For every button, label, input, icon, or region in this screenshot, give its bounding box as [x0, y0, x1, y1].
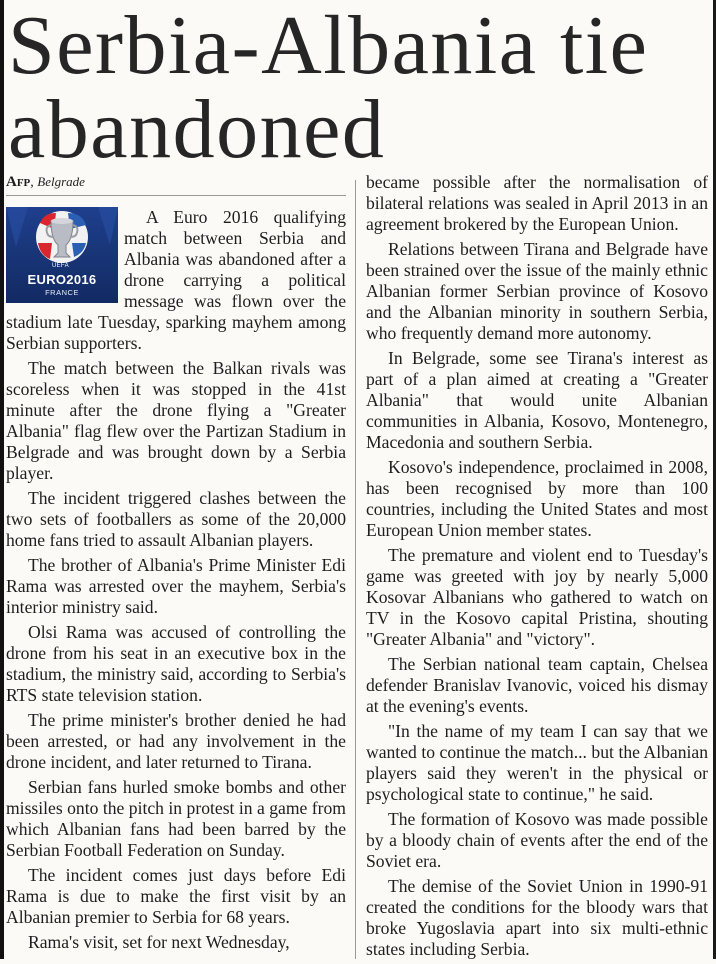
- logo-small-text: UEFA: [52, 263, 69, 269]
- body-paragraph: Olsi Rama was accused of controlling the drone from his seat in an executive box in the stadium, the ministry said, according to Serbia's RTS state television station.: [6, 622, 346, 705]
- body-paragraph: The match between the Balkan rivals was scoreless when it was stopped in the 41st minute after the drone flying a "Greater Albania" flag flew over the Partizan Stadium in Belgrade and was brought down by a Serbia player.: [6, 358, 346, 483]
- body-paragraph: The prime minister's brother denied he had been arrested, or had any involvement in the drone incident, and later returned to Tirana.: [6, 710, 346, 772]
- headline: Serbia-Albania tie abandoned: [8, 0, 649, 176]
- body-paragraph: Serbian fans hurled smoke bombs and other missiles onto the pitch in protest in a game from which Albanian fans had been barred by the Serbian Football Federation on Sunday.: [6, 777, 346, 860]
- body-paragraph: Relations between Tirana and Belgrade have been strained over the issue of the mainly ethnic Albanian former Serbian province of Kosovo and the Albanian minority in southern Serbia, who frequently demand more autonomy.: [366, 239, 708, 343]
- body-paragraph: The incident triggered clashes between the two sets of footballers as some of the 20,000 home fans tried to assault Albanian players.: [6, 488, 346, 550]
- byline: Afp, Belgrade: [6, 172, 346, 196]
- page-edge-left: [0, 0, 4, 959]
- body-paragraph: The formation of Kosovo was made possible by a bloody chain of events after the end of the Soviet era.: [366, 809, 708, 871]
- right-column: [366, 172, 708, 964]
- euro-2016-logo: [6, 207, 118, 303]
- body-paragraph: The incident comes just days before Edi Rama is due to make the first visit by an Albanian premier to Serbia for 68 years.: [6, 865, 346, 927]
- body-paragraph: Rama's visit, set for next Wednesday,: [28, 932, 290, 952]
- column-divider: [355, 180, 356, 959]
- body-paragraph: "In the name of my team I can say that we wanted to continue the match... but the Albanian players said they weren't in the physical or psychological state to continue," he said.: [366, 721, 708, 804]
- logo-title: EURO2016: [27, 272, 97, 287]
- body-paragraph: A Euro 2016 qualifying match between Serbia and Albania was abandoned after a drone carrying a political message was flown over the stadium late Tuesday, sparking mayhem among Serbian supporters.: [6, 207, 346, 353]
- left-column: [6, 172, 346, 957]
- body-paragraph-continued: became possible after the normalisation of bilateral relations was sealed in April 2013 in an agreement brokered by the European Union.: [366, 172, 708, 234]
- body-paragraph: The Serbian national team captain, Chelsea defender Branislav Ivanovic, voiced his dismay at the evening's events.: [366, 654, 708, 716]
- body-paragraph: The brother of Albania's Prime Minister Edi Rama was arrested over the mayhem, Serbia's interior ministry said.: [6, 555, 346, 617]
- byline-agency: Afp: [6, 174, 31, 190]
- body-paragraph: The premature and violent end to Tuesday's game was greeted with joy by nearly 5,000 Kosovar Albanians who gathered to watch on TV in the Kosovo capital Pristina, shouting "Greater Albania" and "victory".: [366, 545, 708, 649]
- byline-dateline: Belgrade: [37, 174, 85, 189]
- logo-subtitle: FRANCE: [45, 288, 79, 297]
- body-paragraph: Kosovo's independence, proclaimed in 2008, has been recognised by more than 100 countries, including the United States and most European Union member states.: [366, 457, 708, 540]
- body-paragraph: In Belgrade, some see Tirana's interest as part of a plan aimed at creating a "Greater Albania" that would unite Albanian communities in Albania, Kosovo, Montenegro, Macedonia and southern Serbia.: [366, 348, 708, 452]
- body-paragraph: The demise of the Soviet Union in 1990-91 created the conditions for the bloody wars that broke Yugoslavia apart into six multi-ethnic states including Serbia.: [366, 876, 708, 959]
